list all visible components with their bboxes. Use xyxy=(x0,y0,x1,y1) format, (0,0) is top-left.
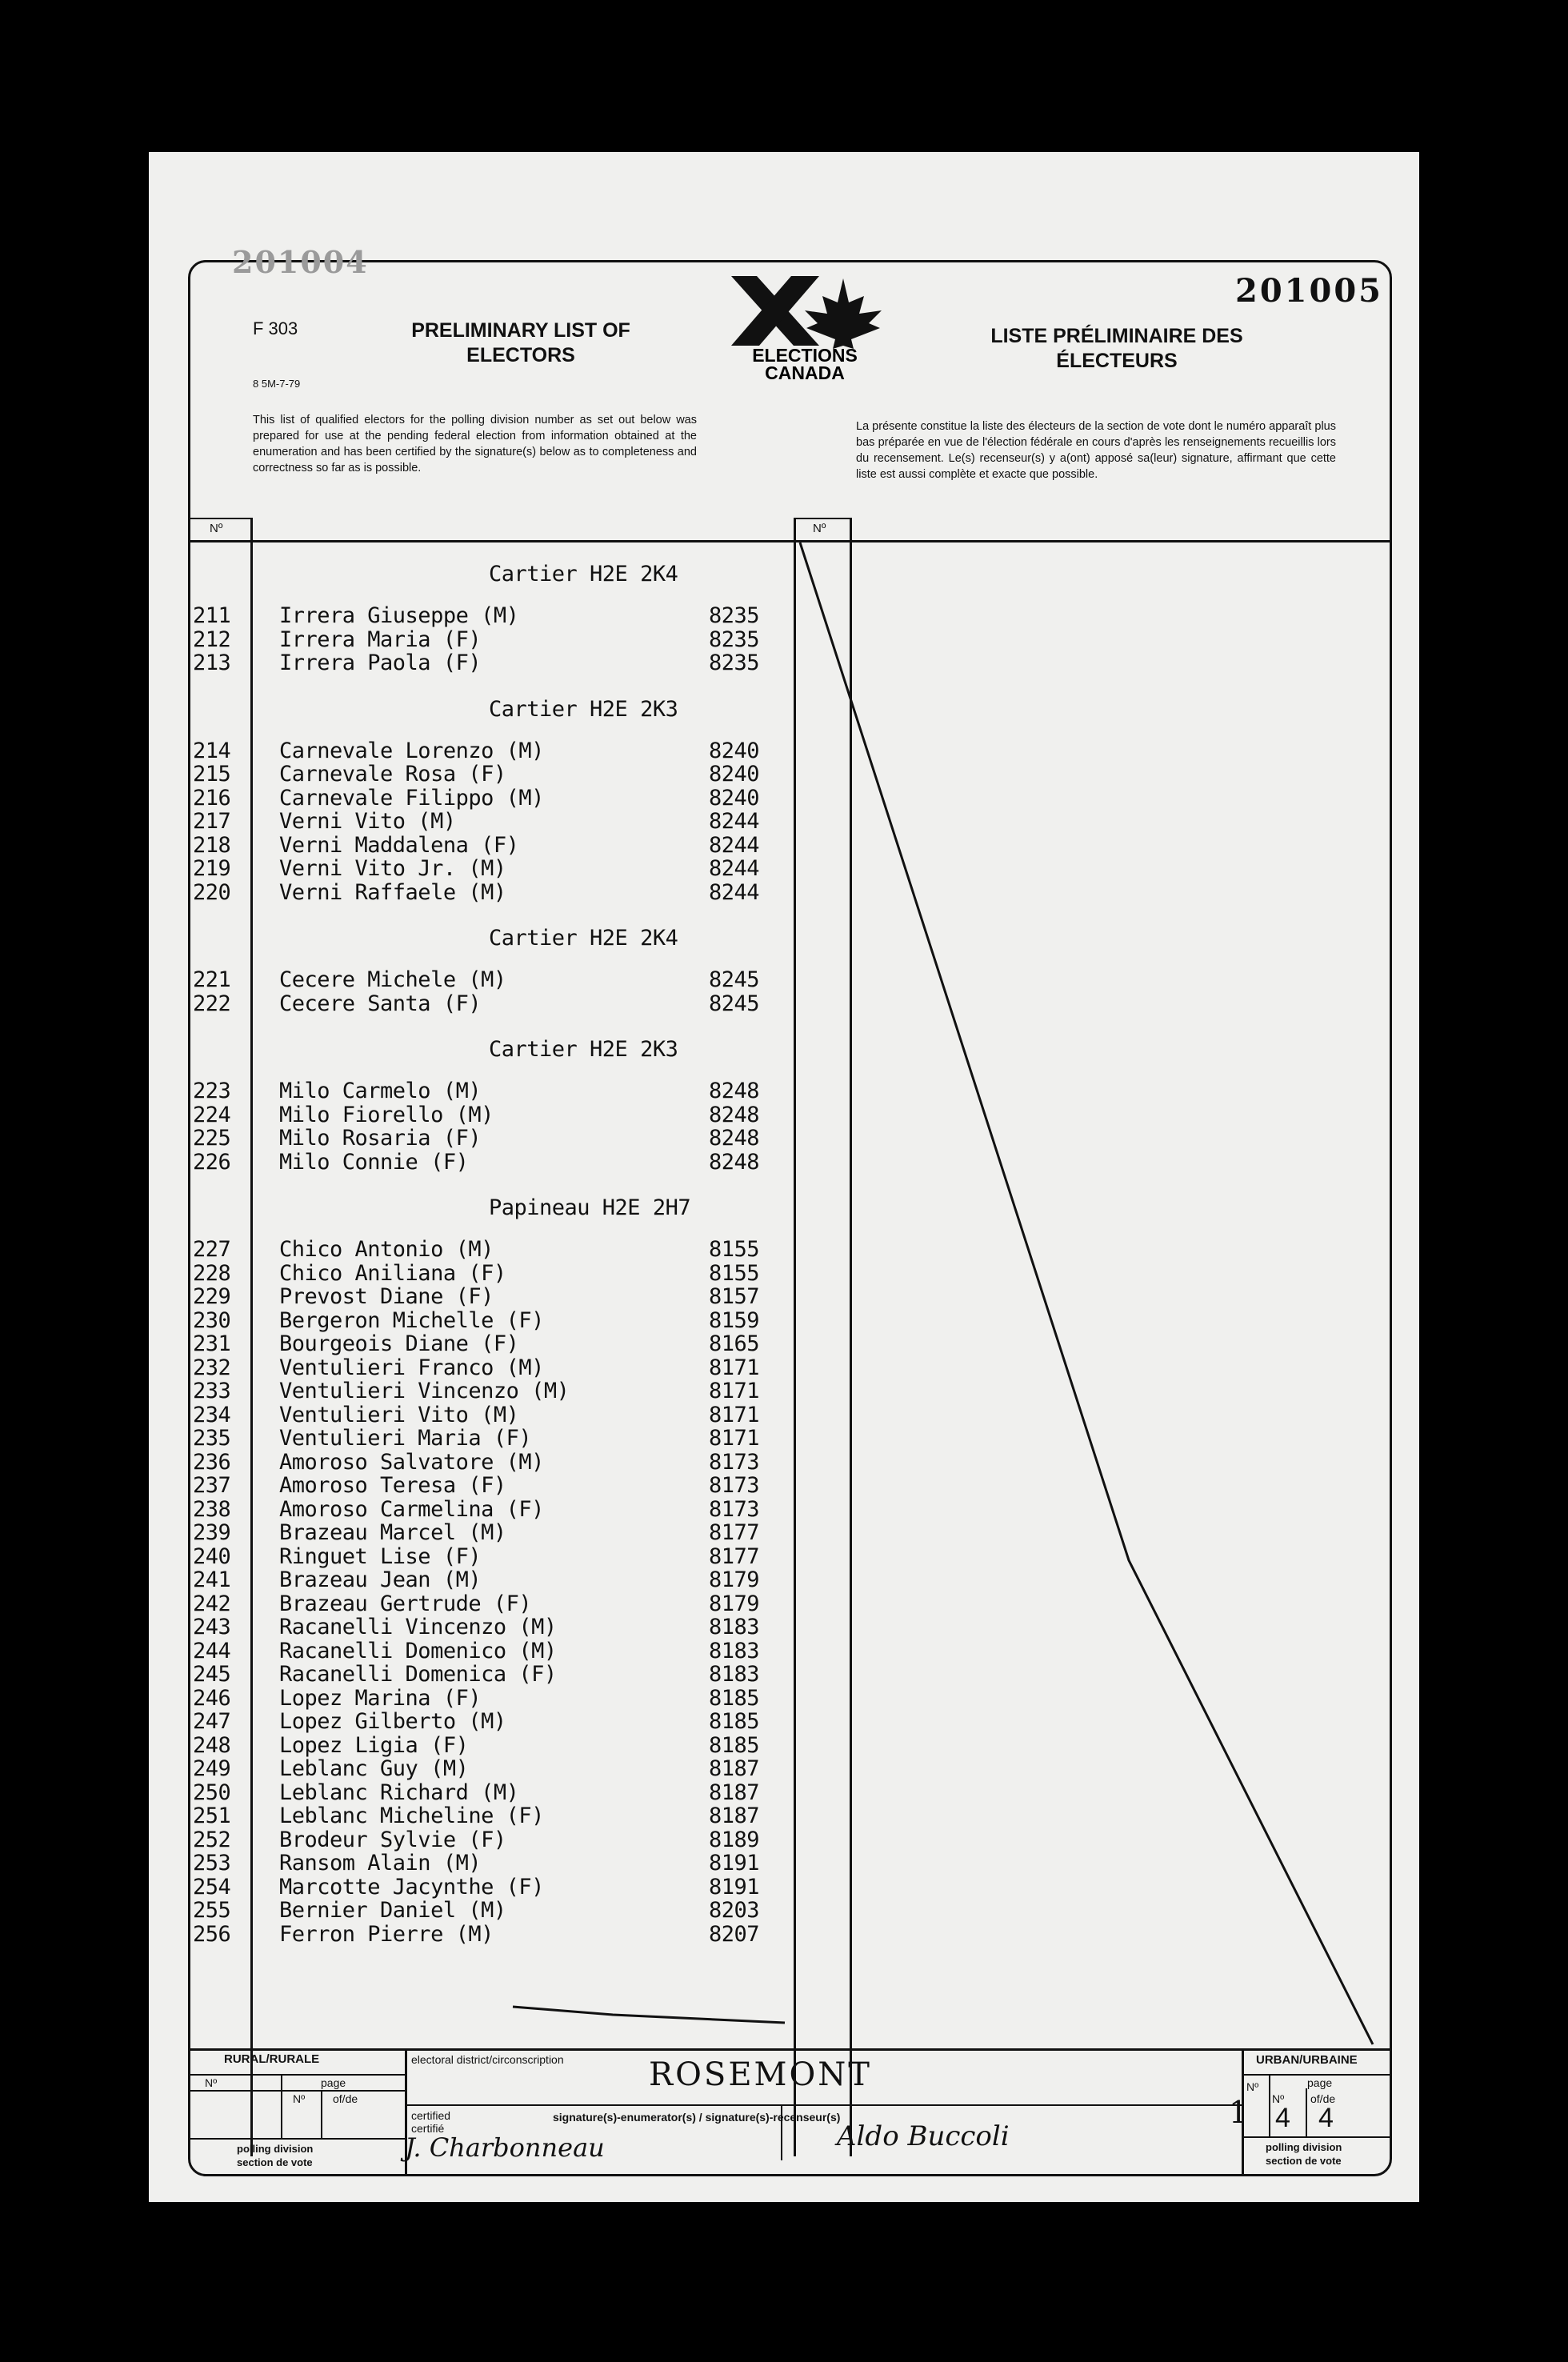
elector-address: 8157 xyxy=(709,1284,760,1309)
elector-name: Brazeau Marcel (M) xyxy=(279,1520,506,1545)
elector-name: Irrera Giuseppe (M) xyxy=(279,603,519,628)
urban-no-label: Nº xyxy=(1246,2080,1259,2093)
elector-number: 254 xyxy=(193,1874,231,1900)
urban-page-label: page xyxy=(1307,2076,1333,2089)
elector-row xyxy=(193,1922,881,1946)
elector-row xyxy=(193,880,881,904)
elector-row xyxy=(193,1284,881,1308)
elector-row xyxy=(193,603,881,627)
district-value: ROSEMONT xyxy=(649,2056,872,2093)
rural-rule-3 xyxy=(190,2138,406,2140)
urban-of-label: of/de xyxy=(1310,2092,1336,2105)
district-rule xyxy=(405,2104,1242,2106)
elector-address: 8191 xyxy=(709,1851,760,1876)
elector-address: 8171 xyxy=(709,1402,760,1427)
elector-name: Racanelli Vincenzo (M) xyxy=(279,1615,557,1639)
elector-number: 235 xyxy=(193,1426,231,1451)
signature-enumerator-1: J. Charbonneau xyxy=(405,2132,605,2163)
elector-row xyxy=(193,833,881,857)
elector-address: 8244 xyxy=(709,856,760,881)
elector-row xyxy=(193,1355,881,1379)
elector-number: 236 xyxy=(193,1449,231,1475)
elector-address: 8248 xyxy=(709,1149,760,1175)
elector-row xyxy=(193,1126,881,1150)
elector-number: 256 xyxy=(193,1921,231,1947)
elector-name: Ringuet Lise (F) xyxy=(279,1543,482,1569)
elector-address: 8244 xyxy=(709,809,760,834)
elector-address: 8185 xyxy=(709,1732,760,1758)
elector-address: 8155 xyxy=(709,1260,760,1286)
elector-row xyxy=(193,1520,881,1544)
elector-number: 230 xyxy=(193,1307,231,1333)
elector-name: Amoroso Carmelina (F) xyxy=(279,1496,544,1522)
urban-polling-division-label: polling division xyxy=(1266,2141,1342,2153)
elector-address: 8177 xyxy=(709,1520,760,1545)
elector-address: 8183 xyxy=(709,1662,760,1687)
elector-row xyxy=(193,1615,881,1639)
elector-number: 215 xyxy=(193,762,231,787)
elector-name: Marcotte Jacynthe (F) xyxy=(279,1874,544,1900)
street-heading: Cartier H2E 2K3 xyxy=(489,696,678,722)
elector-name: Bourgeois Diane (F) xyxy=(279,1331,519,1356)
elector-name: Ventulieri Maria (F) xyxy=(279,1426,532,1451)
elector-number: 239 xyxy=(193,1520,231,1545)
elector-number: 234 xyxy=(193,1402,231,1427)
street-heading: Cartier H2E 2K4 xyxy=(489,926,678,951)
elector-name: Verni Maddalena (F) xyxy=(279,832,519,858)
elector-row xyxy=(193,809,881,833)
elector-number: 251 xyxy=(193,1804,231,1828)
urban-polling-division-label-fr: section de vote xyxy=(1266,2155,1342,2167)
left-number-header: Nº xyxy=(210,522,223,535)
rural-no-label: Nº xyxy=(205,2076,218,2089)
elector-name: Chico Aniliana (F) xyxy=(279,1260,506,1286)
rural-page-divider xyxy=(281,2074,282,2138)
elector-name: Brodeur Sylvie (F) xyxy=(279,1827,506,1852)
elector-address: 8185 xyxy=(709,1685,760,1711)
rural-of-divider xyxy=(321,2090,322,2138)
rural-rule-1 xyxy=(190,2074,406,2076)
rural-of-label: of/de xyxy=(333,2092,358,2105)
elector-number: 213 xyxy=(193,651,231,675)
elector-address: 8173 xyxy=(709,1449,760,1475)
elector-row xyxy=(193,1828,881,1852)
elector-name: Milo Rosaria (F) xyxy=(279,1126,482,1151)
elector-number: 249 xyxy=(193,1756,231,1781)
elector-row xyxy=(193,1898,881,1922)
elector-number: 217 xyxy=(193,809,231,834)
elector-name: Leblanc Richard (M) xyxy=(279,1780,519,1805)
elector-address: 8179 xyxy=(709,1567,760,1592)
certified-label: certified xyxy=(411,2109,451,2122)
elector-number: 237 xyxy=(193,1473,231,1498)
elector-number: 226 xyxy=(193,1149,231,1175)
elector-name: Bergeron Michelle (F) xyxy=(279,1307,544,1333)
elector-number: 211 xyxy=(193,603,231,628)
elector-address: 8235 xyxy=(709,627,760,652)
elector-number: 246 xyxy=(193,1685,231,1711)
elector-name: Irrera Paola (F) xyxy=(279,651,482,675)
elector-row xyxy=(193,991,881,1015)
urban-page-total: 4 xyxy=(1318,2103,1334,2133)
elector-number: 253 xyxy=(193,1851,231,1876)
urban-rule-2 xyxy=(1242,2136,1390,2138)
elector-name: Ransom Alain (M) xyxy=(279,1851,482,1876)
elector-name: Irrera Maria (F) xyxy=(279,627,482,652)
elector-name: Ferron Pierre (M) xyxy=(279,1921,494,1947)
signature-enumerator-2: Aldo Buccoli xyxy=(837,2120,1010,2152)
elector-number: 238 xyxy=(193,1496,231,1522)
elector-row xyxy=(193,1379,881,1403)
elector-name: Racanelli Domenica (F) xyxy=(279,1662,557,1687)
elector-number: 245 xyxy=(193,1662,231,1687)
signature-label: signature(s)-enumerator(s) / signature(s)-recenseur(s) xyxy=(553,2111,841,2124)
elector-row xyxy=(193,856,881,880)
elector-number: 241 xyxy=(193,1567,231,1592)
footer-top-rule xyxy=(190,2048,1390,2051)
elector-address: 8240 xyxy=(709,785,760,811)
elector-row xyxy=(193,1591,881,1615)
urban-page-divider xyxy=(1269,2074,1270,2136)
elector-row xyxy=(193,1103,881,1127)
elector-address: 8203 xyxy=(709,1898,760,1923)
elector-name: Cecere Michele (M) xyxy=(279,967,506,992)
elector-address: 8235 xyxy=(709,603,760,628)
elector-name: Amoroso Salvatore (M) xyxy=(279,1449,544,1475)
elector-row xyxy=(193,1237,881,1261)
elector-name: Lopez Marina (F) xyxy=(279,1685,482,1711)
elector-number: 225 xyxy=(193,1126,231,1151)
elector-number: 231 xyxy=(193,1331,231,1356)
elector-address: 8245 xyxy=(709,967,760,992)
elector-name: Lopez Gilberto (M) xyxy=(279,1709,506,1734)
elector-name: Amoroso Teresa (F) xyxy=(279,1473,506,1498)
elector-number: 223 xyxy=(193,1079,231,1103)
rural-label: RURAL/RURALE xyxy=(224,2052,320,2066)
elector-address: 8235 xyxy=(709,651,760,675)
urban-of-divider xyxy=(1306,2088,1307,2136)
elector-row xyxy=(193,1804,881,1828)
elector-number: 247 xyxy=(193,1709,231,1734)
elector-name: Milo Fiorello (M) xyxy=(279,1102,494,1127)
elector-row xyxy=(193,967,881,991)
elector-row xyxy=(193,1686,881,1710)
elector-number: 250 xyxy=(193,1780,231,1805)
elector-row xyxy=(193,1639,881,1663)
elector-address: 8244 xyxy=(709,879,760,905)
elector-row xyxy=(193,1756,881,1780)
logo-text-canada: CANADA xyxy=(765,362,845,383)
elector-number: 214 xyxy=(193,738,231,763)
elector-row xyxy=(193,739,881,763)
elector-row xyxy=(193,1261,881,1285)
elector-number: 219 xyxy=(193,856,231,881)
elector-name: Brazeau Jean (M) xyxy=(279,1567,482,1592)
elector-name: Ventulieri Franco (M) xyxy=(279,1355,544,1380)
elector-name: Brazeau Gertrude (F) xyxy=(279,1591,532,1616)
elector-name: Carnevale Lorenzo (M) xyxy=(279,738,544,763)
elector-name: Leblanc Micheline (F) xyxy=(279,1804,544,1828)
elector-name: Lopez Ligia (F) xyxy=(279,1732,469,1758)
elector-number: 216 xyxy=(193,785,231,811)
elector-address: 8207 xyxy=(709,1921,760,1947)
elector-address: 8177 xyxy=(709,1543,760,1569)
elector-row xyxy=(193,1450,881,1474)
logo-text-elections: ELECTIONS xyxy=(752,345,858,366)
elector-address: 8183 xyxy=(709,1615,760,1639)
rural-rule-2 xyxy=(190,2090,406,2092)
elector-row xyxy=(193,1331,881,1355)
elector-name: Prevost Diane (F) xyxy=(279,1284,494,1309)
elector-name: Leblanc Guy (M) xyxy=(279,1756,469,1781)
elector-number: 233 xyxy=(193,1379,231,1403)
elector-address: 8244 xyxy=(709,832,760,858)
elector-row xyxy=(193,1308,881,1332)
elector-number: 252 xyxy=(193,1827,231,1852)
elector-address: 8191 xyxy=(709,1874,760,1900)
elector-name: Bernier Daniel (M) xyxy=(279,1898,506,1923)
elector-address: 8173 xyxy=(709,1473,760,1498)
elector-number: 227 xyxy=(193,1237,231,1262)
elector-name: Cecere Santa (F) xyxy=(279,991,482,1016)
elector-address: 8245 xyxy=(709,991,760,1016)
certified-label-fr: certifié xyxy=(411,2122,445,2135)
elector-number: 248 xyxy=(193,1732,231,1758)
urban-page-no-label: Nº xyxy=(1272,2092,1285,2105)
right-number-header: Nº xyxy=(813,522,826,535)
elector-address: 8155 xyxy=(709,1237,760,1262)
elector-address: 8183 xyxy=(709,1638,760,1663)
elector-number: 242 xyxy=(193,1591,231,1616)
title-english: PRELIMINARY LIST OF ELECTORS xyxy=(411,319,630,366)
urban-page-number: 4 xyxy=(1275,2103,1290,2133)
elector-address: 8189 xyxy=(709,1827,760,1852)
urban-polling-division-number: 1 xyxy=(1229,2095,1249,2130)
document-sheet xyxy=(149,152,1419,2202)
elector-name: Chico Antonio (M) xyxy=(279,1237,494,1262)
elector-number: 255 xyxy=(193,1898,231,1923)
elector-number: 220 xyxy=(193,879,231,905)
elector-address: 8165 xyxy=(709,1331,760,1356)
elector-name: Milo Connie (F) xyxy=(279,1149,469,1175)
elector-name: Verni Raffaele (M) xyxy=(279,879,506,905)
intro-english: This list of qualified electors for the polling division number as set out below was prepared for use at the pending federal election from information obtained at the enumeration and has been certified by the signature(s) below as to completeness and correctness so far as is possible. xyxy=(253,414,697,474)
elector-row xyxy=(193,762,881,786)
elector-address: 8159 xyxy=(709,1307,760,1333)
elector-address: 8248 xyxy=(709,1079,760,1103)
elector-row xyxy=(193,1780,881,1804)
elector-name: Ventulieri Vito (M) xyxy=(279,1402,519,1427)
urban-label: URBAN/URBAINE xyxy=(1256,2053,1358,2067)
elector-number: 229 xyxy=(193,1284,231,1309)
elector-name: Verni Vito Jr. (M) xyxy=(279,856,506,881)
elector-row xyxy=(193,1079,881,1103)
elector-address: 8248 xyxy=(709,1102,760,1127)
elector-name: Ventulieri Vincenzo (M) xyxy=(279,1379,570,1403)
elector-number: 212 xyxy=(193,627,231,652)
rural-polling-division-label: polling division xyxy=(237,2143,314,2155)
elector-row xyxy=(193,1497,881,1521)
elector-name: Verni Vito (M) xyxy=(279,809,456,834)
elector-address: 8248 xyxy=(709,1126,760,1151)
elector-name: Carnevale Filippo (M) xyxy=(279,785,544,811)
street-heading: Cartier H2E 2K3 xyxy=(489,1037,678,1062)
elector-number: 218 xyxy=(193,832,231,858)
elector-address: 8173 xyxy=(709,1496,760,1522)
elector-address: 8171 xyxy=(709,1355,760,1380)
elector-number: 228 xyxy=(193,1260,231,1286)
form-code: F 303 xyxy=(253,318,298,338)
elector-address: 8171 xyxy=(709,1426,760,1451)
rural-page-label: page xyxy=(321,2076,346,2089)
elector-name: Carnevale Rosa (F) xyxy=(279,762,506,787)
elector-address: 8240 xyxy=(709,762,760,787)
elector-number: 221 xyxy=(193,967,231,992)
elector-number: 240 xyxy=(193,1543,231,1569)
rural-polling-division-label-fr: section de vote xyxy=(237,2156,313,2168)
elector-name: Milo Carmelo (M) xyxy=(279,1079,482,1103)
elector-row xyxy=(193,1544,881,1568)
rural-page-no-label: Nº xyxy=(293,2092,306,2105)
elector-row xyxy=(193,1875,881,1899)
elector-address: 8187 xyxy=(709,1756,760,1781)
intro-french: La présente constitue la liste des électeurs de la section de vote dont le numéro apparaît plus bas préparée en vue de l'élection fédérale en cours d'après les renseignements recueillis lors du recensement. Le(s) recenseur(s) y a(ont) apposé sa(leur) signature, affirmant que cette liste est aussi complète et exacte que possible. xyxy=(856,420,1336,481)
elector-number: 243 xyxy=(193,1615,231,1639)
elector-number: 244 xyxy=(193,1638,231,1663)
elector-address: 8187 xyxy=(709,1780,760,1805)
elector-row xyxy=(193,1709,881,1733)
elector-number: 222 xyxy=(193,991,231,1016)
elector-row xyxy=(193,786,881,810)
urban-rule-1 xyxy=(1242,2074,1390,2076)
elector-name: Racanelli Domenico (M) xyxy=(279,1638,557,1663)
elector-row xyxy=(193,1733,881,1757)
street-heading: Papineau H2E 2H7 xyxy=(489,1195,691,1220)
elector-address: 8185 xyxy=(709,1709,760,1734)
elector-row xyxy=(193,1473,881,1497)
district-label: electoral district/circonscription xyxy=(411,2053,564,2066)
elector-number: 232 xyxy=(193,1355,231,1380)
elector-row xyxy=(193,1567,881,1591)
elector-address: 8179 xyxy=(709,1591,760,1616)
document-number: 201005 xyxy=(1235,272,1383,310)
elector-row xyxy=(193,1150,881,1174)
print-code: 8 5M-7-79 xyxy=(253,378,301,390)
bleed-through-number: 201004 xyxy=(232,244,369,280)
elector-number: 224 xyxy=(193,1102,231,1127)
title-french: LISTE PRÉLIMINAIRE DES ÉLECTEURS xyxy=(990,325,1243,372)
elector-row xyxy=(193,1662,881,1686)
elector-row xyxy=(193,1851,881,1875)
street-heading: Cartier H2E 2K4 xyxy=(489,562,678,586)
elector-address: 8171 xyxy=(709,1379,760,1403)
elector-row xyxy=(193,651,881,675)
elector-address: 8240 xyxy=(709,738,760,763)
elector-row xyxy=(193,1426,881,1450)
elector-row xyxy=(193,627,881,651)
elector-address: 8187 xyxy=(709,1804,760,1828)
elector-row xyxy=(193,1403,881,1427)
